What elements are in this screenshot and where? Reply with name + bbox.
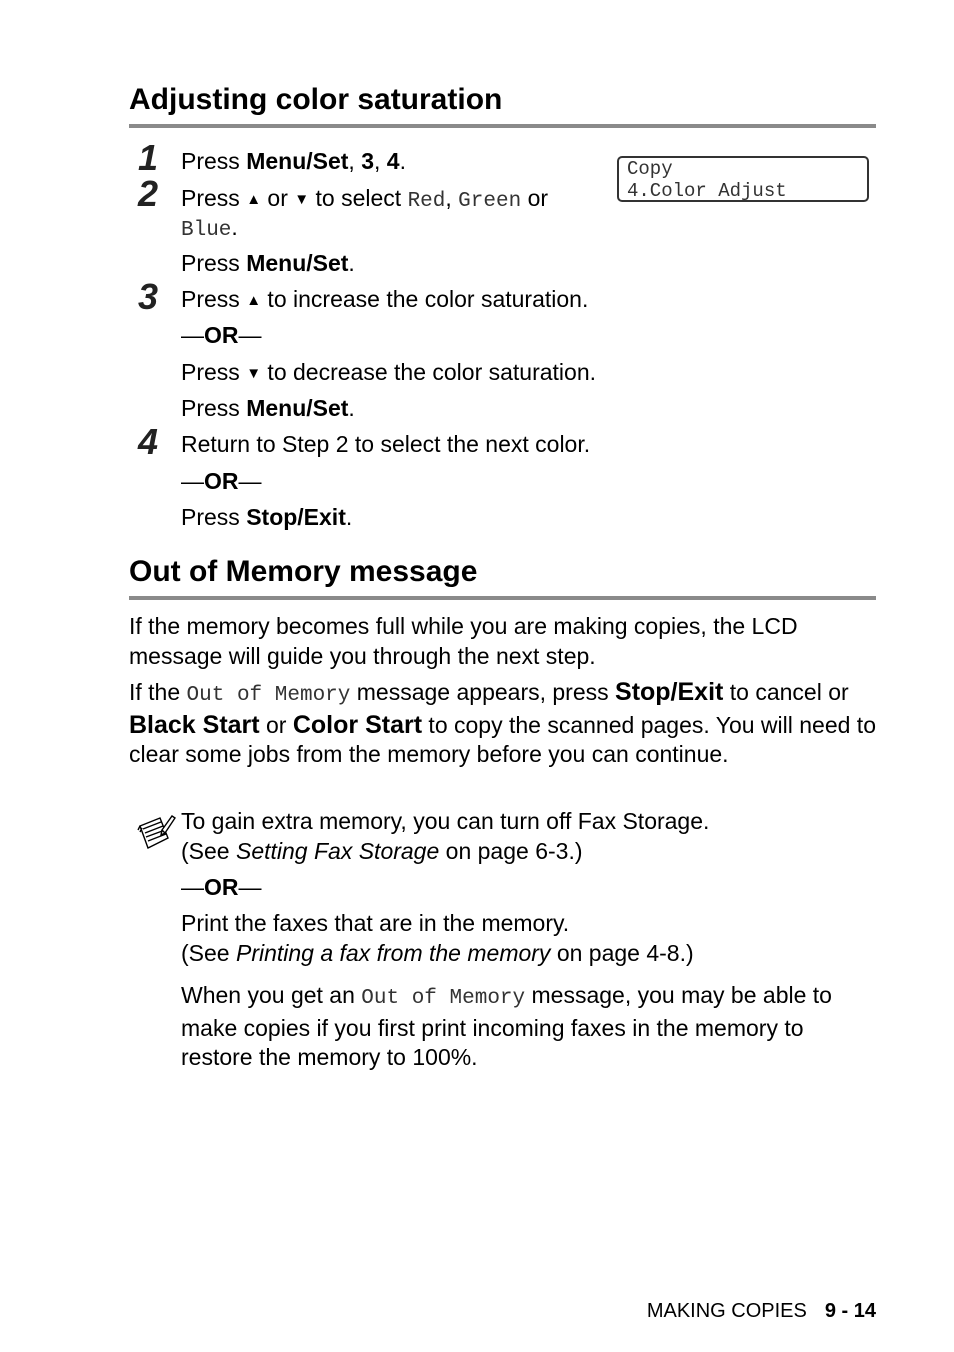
press-text: Press: [181, 504, 247, 530]
decrease-text: to decrease the color saturation.: [261, 359, 597, 385]
period: .: [231, 214, 238, 240]
menu-set-key: Menu/Set: [246, 250, 349, 276]
section-title-color-saturation: Adjusting color saturation: [129, 82, 876, 128]
option-red: Red: [407, 190, 446, 213]
lcd-display: [617, 156, 869, 202]
period: .: [348, 250, 355, 276]
or-separator: [181, 321, 262, 350]
black-start-key: Black Start: [129, 710, 260, 739]
menu-set-key: Menu/Set: [246, 148, 349, 174]
text: to copy the scanned pages. You will need to clear some jobs from the memory before you can continue.: [129, 711, 876, 767]
text: When you get an: [181, 982, 362, 1008]
or-separator: [181, 467, 262, 496]
text: or: [259, 711, 293, 738]
separator: ,: [348, 148, 362, 174]
press-text: Press: [181, 286, 247, 312]
color-start-key: Color Start: [292, 710, 423, 739]
or-word: OR: [204, 874, 239, 900]
down-arrow-icon: ▼: [246, 365, 262, 382]
step-number-4: 4: [138, 421, 159, 462]
down-arrow-icon: ▼: [294, 191, 310, 208]
press-text: Press: [181, 359, 247, 385]
period: .: [345, 504, 353, 530]
up-arrow-icon: ▲: [246, 292, 262, 309]
step-3-decrease: [181, 358, 596, 390]
step-number-3: 3: [138, 276, 159, 317]
or-separator: [181, 873, 881, 903]
or-text: or: [521, 185, 549, 211]
footer-section-name: MAKING COPIES: [646, 1300, 807, 1322]
lcd-message-out-of-memory: Out of Memory: [361, 987, 526, 1010]
or-word: OR: [204, 468, 239, 494]
menu-set-key: Menu/Set: [246, 395, 349, 421]
dash: —: [238, 874, 262, 900]
dash: —: [181, 322, 204, 348]
lcd-line-2: 4.Color Adjust: [627, 180, 787, 202]
page-footer: [647, 1300, 876, 1323]
step-number-1: 1: [138, 137, 159, 178]
press-text: Press: [181, 395, 247, 421]
step-4-press-stop: [181, 503, 352, 532]
step-1-press: Press: [181, 148, 247, 174]
step-3-text: [181, 285, 588, 317]
stop-exit-key: Stop/Exit: [615, 678, 724, 706]
option-blue: Blue: [181, 219, 232, 242]
text: If the: [129, 679, 187, 705]
step-2-text: [181, 184, 548, 216]
lcd-line-1: Copy: [627, 158, 673, 180]
or-text: or: [261, 185, 295, 211]
step-4-text: Return to Step 2 to select the next color.: [181, 431, 591, 457]
note-line-2: [181, 837, 881, 867]
note-line-3: Print the faxes that are in the memory.: [181, 910, 570, 936]
note-line-4: [181, 939, 881, 969]
step-2-press: Press: [181, 185, 247, 211]
dash: —: [181, 468, 204, 494]
step-1-text: [181, 147, 406, 176]
text: message, you may be able to make copies if you first print incoming faxes in the memory to restore the memory to 100%.: [181, 982, 832, 1070]
reference-printing-fax-from-memory: Printing a fax from the memory: [235, 940, 551, 966]
reference-setting-fax-storage: Setting Fax Storage: [235, 838, 440, 864]
stop-exit-key: Stop/Exit: [246, 504, 346, 530]
period: .: [399, 148, 406, 174]
dash: —: [181, 874, 204, 900]
step-3-press-menu: [181, 394, 355, 423]
separator: ,: [374, 148, 387, 174]
note-pad-icon: [134, 812, 176, 854]
lcd-message-out-of-memory: Out of Memory: [186, 684, 351, 707]
step-2-text-line2: [181, 213, 238, 245]
up-arrow-icon: ▲: [246, 191, 262, 208]
text: to cancel or: [723, 679, 849, 705]
period: .: [348, 395, 355, 421]
out-of-memory-instructions: [129, 678, 879, 770]
text: message appears, press: [350, 679, 616, 705]
text: (See: [181, 940, 236, 966]
key-4: 4: [386, 148, 400, 174]
note-line-1: To gain extra memory, you can turn off Fax Storage.: [181, 808, 710, 834]
key-3: 3: [361, 148, 374, 174]
to-select-text: to select: [309, 185, 408, 211]
text: (See: [181, 838, 236, 864]
option-green: Green: [458, 190, 522, 213]
step-number-2: 2: [138, 173, 159, 214]
section-title-out-of-memory: Out of Memory message: [129, 554, 876, 600]
press-text: Press: [181, 250, 247, 276]
note-line-5: [181, 981, 881, 1073]
dash: —: [238, 322, 262, 348]
dash: —: [238, 468, 262, 494]
text: on page 6-3.): [439, 838, 583, 864]
step-2-press-menu: [181, 249, 355, 278]
page-number: 9 - 14: [824, 1300, 876, 1322]
increase-text: to increase the color saturation.: [261, 286, 589, 312]
text: on page 4-8.): [550, 940, 694, 966]
separator: ,: [445, 185, 459, 211]
out-of-memory-intro: If the memory becomes full while you are making copies, the LCD message will guide you through the next step.: [129, 613, 798, 669]
or-word: OR: [204, 322, 239, 348]
